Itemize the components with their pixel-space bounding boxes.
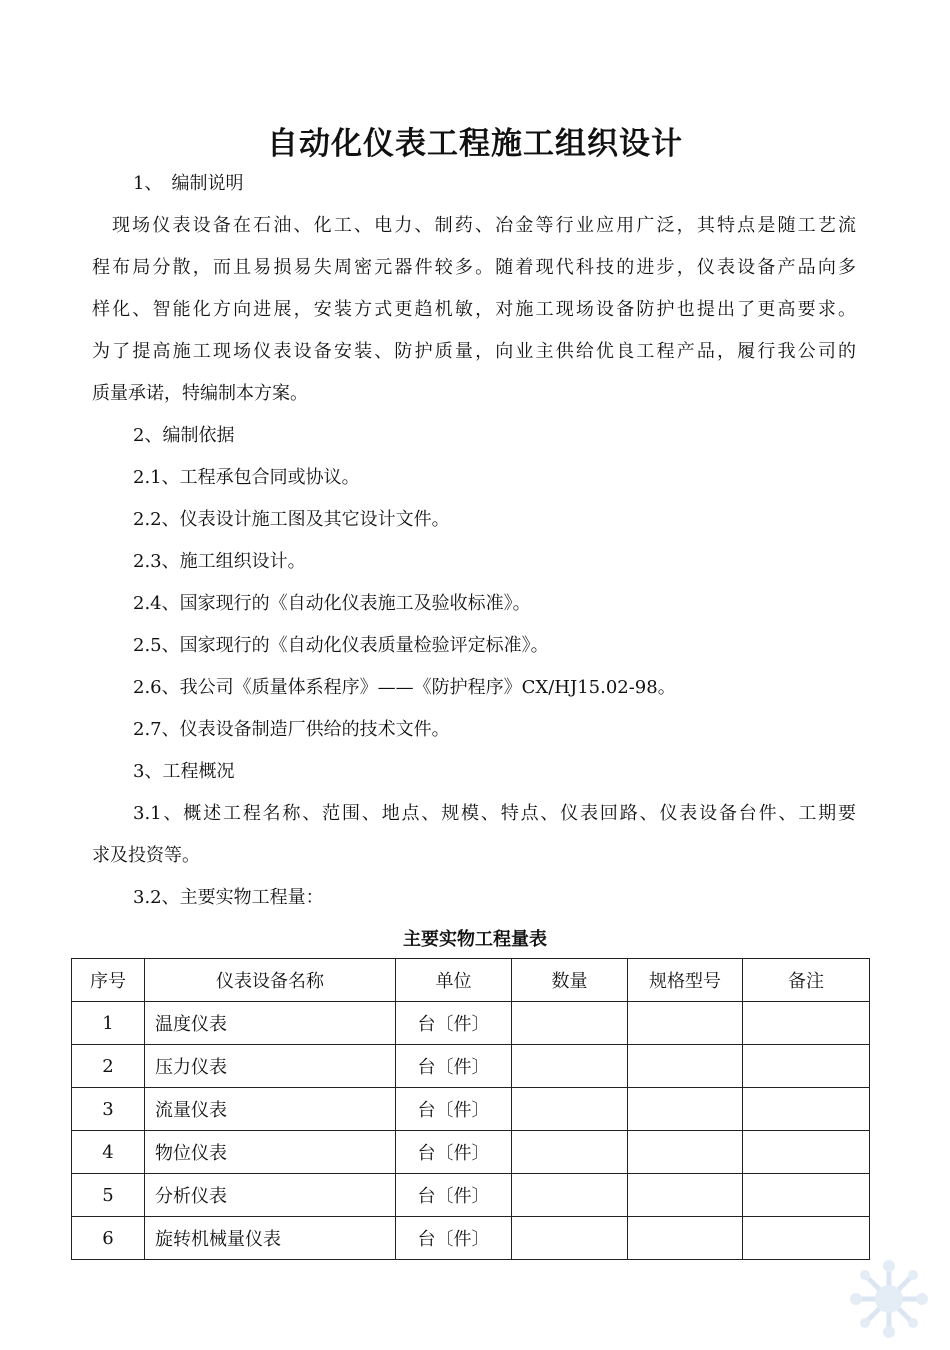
cell-quantity (512, 1088, 628, 1131)
cell-index: 5 (72, 1174, 145, 1217)
cell-unit: 台〔件〕 (396, 1131, 512, 1174)
table-row (72, 1045, 870, 1088)
quantity-table (71, 958, 870, 1260)
cell-name: 流量仪表 (145, 1088, 396, 1131)
paragraph-line: 样化、智能化方向进展，安装方式更趋机敏，对施工现场设备防护也提出了更高要求。 (92, 299, 856, 320)
section-heading-2: 2、编制依据 (133, 425, 235, 446)
cell-remark (743, 1002, 870, 1045)
cell-remark (743, 1217, 870, 1260)
cell-remark (743, 1131, 870, 1174)
cell-spec (628, 1131, 743, 1174)
cell-index: 3 (72, 1088, 145, 1131)
cell-remark (743, 1088, 870, 1131)
list-item: 2.2、仪表设计施工图及其它设计文件。 (133, 509, 450, 530)
cell-index: 4 (72, 1131, 145, 1174)
table-caption: 主要实物工程量表 (403, 929, 547, 950)
cell-name: 压力仪表 (145, 1045, 396, 1088)
table-row (72, 1174, 870, 1217)
header-cell-name: 仪表设备名称 (145, 959, 396, 1002)
cell-quantity (512, 1174, 628, 1217)
list-item: 2.4、国家现行的《自动化仪表施工及验收标准》。 (133, 593, 531, 614)
cell-quantity (512, 1131, 628, 1174)
cell-index: 1 (72, 1002, 145, 1045)
cell-spec (628, 1174, 743, 1217)
cell-quantity (512, 1045, 628, 1088)
paragraph-line: 现场仪表设备在石油、化工、电力、制药、冶金等行业应用广泛，其特点是随工艺流 (112, 215, 856, 236)
cell-name: 旋转机械量仪表 (145, 1217, 396, 1260)
snowflake-watermark-icon (848, 1258, 930, 1340)
paragraph-line: 为了提高施工现场仪表设备安装、防护质量，向业主供给优良工程产品，履行我公司的 (92, 341, 856, 362)
cell-index: 2 (72, 1045, 145, 1088)
cell-spec (628, 1045, 743, 1088)
list-item: 3.1、概述工程名称、范围、地点、规模、特点、仪表回路、仪表设备台件、工期要 (133, 803, 856, 824)
header-cell-spec: 规格型号 (628, 959, 743, 1002)
paragraph-line: 程布局分散，而且易损易失周密元器件较多。随着现代科技的进步，仪表设备产品向多 (92, 257, 856, 278)
cell-unit: 台〔件〕 (396, 1088, 512, 1131)
section-heading-1: 1、 编制说明 (133, 173, 244, 194)
cell-unit: 台〔件〕 (396, 1217, 512, 1260)
cell-remark (743, 1045, 870, 1088)
table-row (72, 1217, 870, 1260)
cell-unit: 台〔件〕 (396, 1045, 512, 1088)
cell-spec (628, 1217, 743, 1260)
table-row (72, 1088, 870, 1131)
list-item: 2.3、施工组织设计。 (133, 551, 306, 572)
cell-remark (743, 1174, 870, 1217)
cell-unit: 台〔件〕 (396, 1002, 512, 1045)
cell-unit: 台〔件〕 (396, 1174, 512, 1217)
paragraph-line: 质量承诺，特编制本方案。 (92, 383, 308, 404)
list-item: 2.6、我公司《质量体系程序》——《防护程序》CX/HJ15.02-98。 (133, 677, 676, 698)
list-item-continuation: 求及投资等。 (92, 845, 200, 866)
list-item: 2.7、仪表设备制造厂供给的技术文件。 (133, 719, 450, 740)
cell-spec (628, 1088, 743, 1131)
cell-quantity (512, 1002, 628, 1045)
list-item: 2.5、国家现行的《自动化仪表质量检验评定标准》。 (133, 635, 549, 656)
page-title: 自动化仪表工程施工组织设计 (267, 126, 683, 162)
cell-name: 物位仪表 (145, 1131, 396, 1174)
header-cell-index: 序号 (72, 959, 145, 1002)
cell-quantity (512, 1217, 628, 1260)
list-item: 2.1、工程承包合同或协议。 (133, 467, 360, 488)
table-row (72, 1131, 870, 1174)
cell-spec (628, 1002, 743, 1045)
header-cell-quantity: 数量 (512, 959, 628, 1002)
cell-name: 分析仪表 (145, 1174, 396, 1217)
list-item: 3.2、主要实物工程量： (133, 887, 324, 908)
table-header-row (72, 959, 870, 1002)
table-row (72, 1002, 870, 1045)
header-cell-remark: 备注 (743, 959, 870, 1002)
header-cell-unit: 单位 (396, 959, 512, 1002)
section-heading-3: 3、工程概况 (133, 761, 235, 782)
cell-name: 温度仪表 (145, 1002, 396, 1045)
cell-index: 6 (72, 1217, 145, 1260)
